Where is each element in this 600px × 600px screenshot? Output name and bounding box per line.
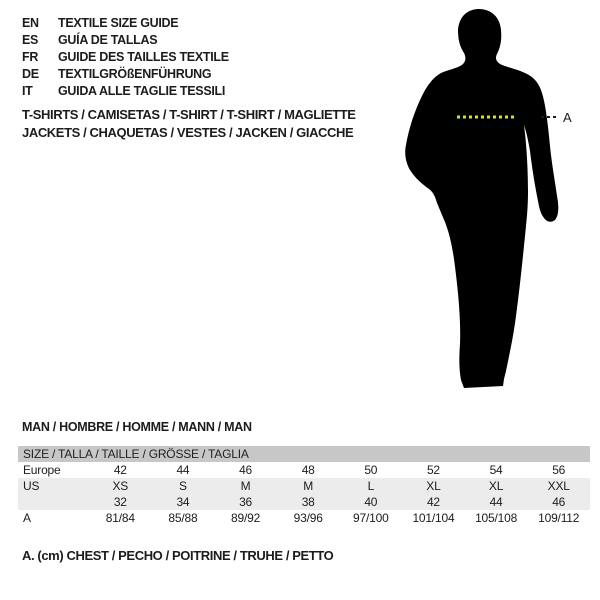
size-cell: 97/100 <box>353 511 389 525</box>
language-code: DE <box>22 66 39 81</box>
size-cell: 52 <box>426 463 440 477</box>
size-cell: 54 <box>489 463 503 477</box>
category-line-jackets: JACKETS / CHAQUETAS / VESTES / JACKEN / GIACCHE <box>22 125 354 140</box>
size-cell: XS <box>112 479 129 493</box>
table-row-us <box>18 478 590 494</box>
table-row-us-numeric <box>18 494 590 510</box>
language-row-es <box>22 31 229 48</box>
size-cell: 85/88 <box>168 511 198 525</box>
size-cell: 46 <box>239 463 253 477</box>
row-label: A <box>23 511 31 525</box>
size-cell: 36 <box>239 495 253 509</box>
size-table-header: SIZE / TALLA / TAILLE / GRÖSSE / TAGLIA <box>18 446 590 462</box>
size-cell: 105/108 <box>475 511 518 525</box>
table-row-chest-a <box>18 510 590 526</box>
language-code: FR <box>22 49 39 64</box>
size-cell: 44 <box>176 463 190 477</box>
language-code: EN <box>22 15 39 30</box>
size-cell: 42 <box>113 463 127 477</box>
size-cell: 56 <box>552 463 566 477</box>
language-row-en <box>22 14 229 31</box>
language-label: GUIDE DES TAILLES TEXTILE <box>58 49 229 64</box>
category-list <box>22 106 356 142</box>
language-label: TEXTILE SIZE GUIDE <box>58 15 179 30</box>
size-cell: M <box>303 479 314 493</box>
size-cell: 34 <box>176 495 190 509</box>
language-label: TEXTILGRÖßENFÜHRUNG <box>58 66 212 81</box>
size-cell: M <box>240 479 251 493</box>
row-label: US <box>23 479 40 493</box>
footnote: A. (cm) CHEST / PECHO / POITRINE / TRUHE / PETTO <box>22 548 334 563</box>
man-silhouette <box>405 9 558 388</box>
size-table <box>18 446 590 526</box>
measure-label-a: A <box>563 110 572 125</box>
size-cell: L <box>367 479 375 493</box>
size-cell: 89/92 <box>231 511 261 525</box>
man-silhouette-figure <box>395 0 590 400</box>
row-label: Europe <box>23 463 61 477</box>
size-cell: 32 <box>113 495 127 509</box>
size-cell: 38 <box>301 495 315 509</box>
size-cell: 44 <box>489 495 503 509</box>
language-row-de <box>22 65 229 82</box>
size-cell: XL <box>488 479 504 493</box>
size-cell: 101/104 <box>412 511 455 525</box>
size-cell: 109/112 <box>538 511 580 525</box>
language-label: GUÍA DE TALLAS <box>58 32 158 47</box>
size-cell: 48 <box>301 463 315 477</box>
table-row-europe <box>18 462 590 478</box>
size-cell: 46 <box>552 495 566 509</box>
language-row-fr <box>22 48 229 65</box>
size-cell: S <box>179 479 187 493</box>
language-row-it <box>22 82 229 99</box>
size-cell: 40 <box>364 495 378 509</box>
section-title: MAN / HOMBRE / HOMME / MANN / MAN <box>22 420 252 434</box>
size-cell: 50 <box>364 463 378 477</box>
language-list <box>22 14 229 99</box>
size-cell: XL <box>426 479 441 493</box>
size-cell: 81/84 <box>105 511 135 525</box>
size-cell: 93/96 <box>293 511 323 525</box>
language-code: IT <box>22 83 33 98</box>
size-cell: 42 <box>426 495 440 509</box>
category-line-tshirts: T-SHIRTS / CAMISETAS / T-SHIRT / T-SHIRT / MAGLIETTE <box>22 107 356 122</box>
language-code: ES <box>22 32 39 47</box>
size-cell: XXL <box>547 479 570 493</box>
language-label: GUIDA ALLE TAGLIE TESSILI <box>58 83 226 98</box>
